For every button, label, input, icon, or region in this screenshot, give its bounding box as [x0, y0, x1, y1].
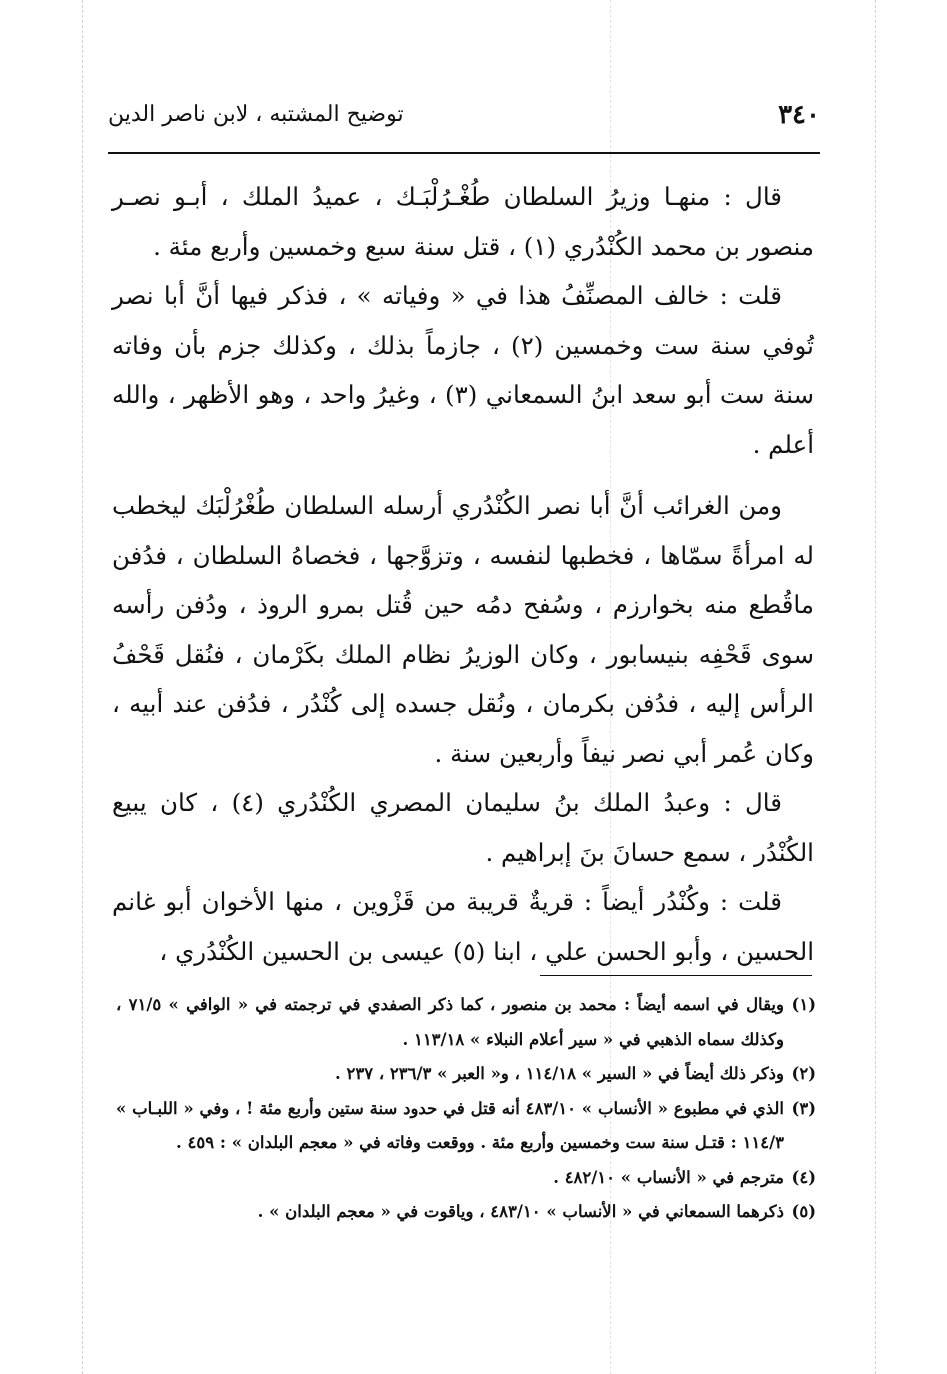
main-text — [112, 172, 814, 976]
header-rule — [108, 152, 820, 154]
footnote — [116, 1195, 816, 1230]
paragraph: قلت : وكُنْدُر أيضاً : قريةٌ قريبة من قَزْوين ، منها الأخوان أبو غانم الحسين ، وأبو الحسن علي ، ابنا (٥) عيسى بن الحسين الكُنْدُري ، — [112, 887, 814, 966]
footnote-text: مترجم في « الأنساب » ٤٨٢/١٠ . — [553, 1167, 784, 1187]
footnote-number: (٤) — [791, 1167, 816, 1187]
footnote — [116, 1161, 816, 1196]
scan-artifact-line — [82, 0, 83, 1374]
footnote-text: وذكر ذلك أيضاً في « السير » ١١٤/١٨ ، و« العبر » ٢٣٦/٣ ، ٢٣٧ . — [334, 1064, 784, 1083]
running-title: توضيح المشتبه ، لابن ناصر الدين — [108, 102, 404, 127]
footnote-number: (٢) — [791, 1064, 816, 1083]
footnote-number: (٣) — [791, 1098, 816, 1118]
page-number: ٣٤٠ — [778, 100, 820, 130]
paragraph: قال : منهـا وزيرُ السلطان طُغْـرُلْبَـك ، عميدُ الملك ، أبـو نصـر منصور بن محمد الكُنْدُري (١) ، قتل سنة سبع وخمسين وأربع مئة . — [112, 182, 814, 261]
footnote-text: الذي في مطبوع « الأنساب » ٤٨٣/١٠ أنه قتل في حدود سنة ستين وأربع مئة ! ، وفي « اللبـاب » ١١٤/٣ : قتـل سنة ست وخمسين وأربع مئة . ووقعت وفاته في « معجم البلدان » : ٤٥٩ . — [116, 1098, 784, 1152]
paragraph: قال : وعبدُ الملك بنُ سليمان المصري الكُنْدُري (٤) ، كان يبيع الكُنْدُر ، سمع حسانَ بنَ إبراهيم . — [112, 788, 814, 867]
footnote — [116, 988, 816, 1057]
footnote-rule — [540, 975, 812, 976]
running-head — [108, 96, 820, 140]
scan-artifact-line — [875, 0, 876, 1374]
paragraph: ومن الغرائب أنَّ أبا نصر الكُنْدُري أرسله السلطان طُغْرُلْبَك ليخطب له امرأةً سمّاها ، فخطبها لنفسه ، وتزوَّجها ، فخصاهُ السلطان ، فدُفن ماقُطع منه بخوارزم ، وسُفح دمُه حين قُتل بمرو الروذ ، ودُفن رأسه سوى قَحْفِه بنيسابور ، وكان الوزيرُ نظام الملك بكَرْمان ، فنُقل قَحْفُ الرأس إليه ، فدُفن بكرمان ، ونُقل جسده إلى كُنْدُر ، فدُفن عند أبيه ، وكان عُمر أبي نصر نيفاً وأربعين سنة . — [112, 491, 814, 768]
footnote-text: ذكرهما السمعاني في « الأنساب » ٤٨٣/١٠ ، وياقوت في « معجم البلدان » . — [257, 1202, 784, 1221]
footnote — [116, 1092, 816, 1161]
paragraph: قلت : خالف المصنِّفُ هذا في « وفياته » ، فذكر فيها أنَّ أبا نصر تُوفي سنة ست وخمسين (٢) ، جازماً بذلك ، وكذلك جزم بأن وفاته سنة ست أبو سعد ابنُ السمعاني (٣) ، وغيرُ واحد ، وهو الأظهر ، والله أعلم . — [112, 281, 814, 459]
footnote — [116, 1057, 816, 1092]
footnote-number: (١) — [791, 995, 816, 1014]
footnote-number: (٥) — [791, 1202, 816, 1221]
footnote-text: ويقال في اسمه أيضاً : محمد بن منصور ، كما ذكر الصفدي في ترجمته في « الوافي » ٧١/٥ ، وكذلك سماه الذهبي في « سير أعلام النبلاء » ١١٣/١٨ . — [116, 995, 784, 1049]
footnotes — [116, 988, 816, 1230]
